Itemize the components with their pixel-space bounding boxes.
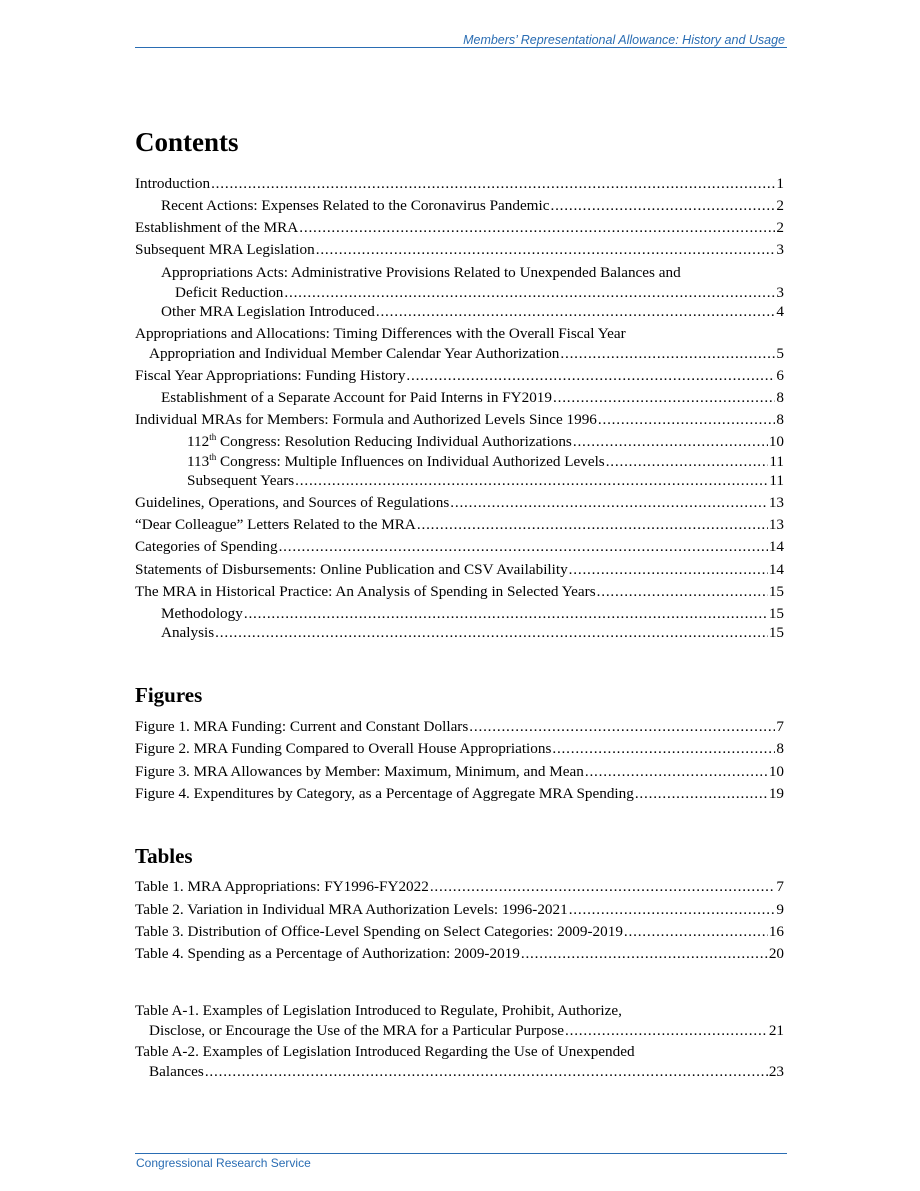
toc-entry-page: 13	[768, 494, 784, 511]
table-entry-label: Table 4. Spending as a Percentage of Authorization: 2009-2019	[135, 945, 520, 962]
toc-entry-label: Recent Actions: Expenses Related to the Coronavirus Pandemic	[161, 197, 550, 214]
dot-leader	[552, 739, 775, 759]
figure-entry-page: 7	[776, 718, 784, 735]
dot-leader	[573, 432, 768, 452]
dot-leader	[597, 582, 768, 602]
toc-entry-page: 8	[776, 411, 784, 428]
table-entry[interactable]	[135, 877, 784, 897]
dot-leader	[569, 900, 776, 920]
toc-entry-page: 14	[768, 561, 784, 578]
ordinal-suffix: th	[209, 431, 217, 442]
toc-entry[interactable]	[135, 324, 784, 363]
table-entry[interactable]	[135, 1001, 784, 1040]
toc-entry[interactable]	[135, 263, 784, 302]
toc-entry-page: 11	[769, 472, 784, 489]
table-entry-label-line1: Table A-2. Examples of Legislation Introduced Regarding the Use of Unexpended	[135, 1043, 635, 1060]
toc-entry-page: 2	[776, 197, 784, 214]
figures-heading: Figures	[135, 683, 203, 707]
toc-entry[interactable]	[135, 410, 784, 430]
toc-entry-page: 4	[776, 303, 784, 320]
toc-entry-label: Methodology	[161, 605, 243, 622]
toc-entry[interactable]	[135, 366, 784, 386]
dot-leader	[450, 493, 768, 513]
toc-entry-page: 14	[768, 538, 784, 555]
toc-entry[interactable]	[135, 302, 784, 322]
toc-entry-page: 15	[768, 583, 784, 600]
toc-entry-page: 6	[776, 367, 784, 384]
dot-leader	[598, 410, 776, 430]
figure-entry-label: Figure 2. MRA Funding Compared to Overall House Appropriations	[135, 740, 552, 757]
toc-entry-page: 3	[776, 241, 784, 258]
dot-leader	[215, 623, 768, 643]
table-entry-page: 20	[768, 945, 784, 962]
dot-leader	[550, 196, 775, 216]
toc-entry-label	[187, 432, 572, 452]
table-entry-page: 21	[768, 1021, 784, 1039]
toc-entry-page: 3	[776, 283, 784, 301]
dot-leader	[565, 1021, 768, 1041]
dot-leader	[205, 1062, 768, 1082]
toc-entry[interactable]	[135, 388, 784, 408]
dot-leader	[417, 515, 768, 535]
toc-entry[interactable]	[135, 604, 784, 624]
toc-entry[interactable]	[135, 218, 784, 238]
toc-entry-page: 11	[769, 453, 784, 470]
table-entry-page: 16	[768, 923, 784, 940]
figure-entry-label: Figure 3. MRA Allowances by Member: Maximum, Minimum, and Mean	[135, 763, 584, 780]
table-entry-page: 23	[768, 1062, 784, 1080]
toc-entry-label: The MRA in Historical Practice: An Analysis of Spending in Selected Years	[135, 583, 596, 600]
dot-leader	[406, 366, 775, 386]
dot-leader	[244, 604, 768, 624]
dot-leader	[279, 537, 768, 557]
tables-heading: Tables	[135, 844, 193, 868]
dot-leader	[624, 922, 768, 942]
figure-entry[interactable]	[135, 739, 784, 759]
dot-leader	[606, 452, 769, 472]
toc-entry-label: Establishment of a Separate Account for Paid Interns in FY2019	[161, 389, 552, 406]
dot-leader	[521, 944, 768, 964]
toc-entry-label: Statements of Disbursements: Online Publication and CSV Availability	[135, 561, 568, 578]
toc-entry[interactable]	[135, 432, 784, 452]
header-rule	[135, 47, 787, 48]
contents-heading: Contents	[135, 127, 239, 157]
toc-entry-label: Introduction	[135, 175, 211, 192]
toc-entry-label: Subsequent Years	[187, 472, 295, 489]
figure-entry-page: 8	[776, 740, 784, 757]
dot-leader	[585, 762, 768, 782]
toc-entry-page: 15	[768, 624, 784, 641]
toc-entry-text: Congress: Resolution Reducing Individual Authorizations	[216, 433, 572, 450]
toc-entry[interactable]	[135, 582, 784, 602]
dot-leader	[635, 784, 768, 804]
toc-entry-page: 10	[768, 433, 784, 450]
toc-entry-label: Other MRA Legislation Introduced	[161, 303, 375, 320]
figure-entry-label: Figure 1. MRA Funding: Current and Constant Dollars	[135, 718, 469, 735]
toc-entry[interactable]	[135, 493, 784, 513]
footer-org: Congressional Research Service	[136, 1156, 311, 1170]
dot-leader	[211, 174, 775, 194]
toc-entry-page: 2	[776, 219, 784, 236]
figure-entry[interactable]	[135, 762, 784, 782]
table-entry-label: Balances	[149, 1062, 204, 1080]
toc-entry-label: Appropriation and Individual Member Calendar Year Authorization	[149, 344, 560, 362]
ordinal-suffix: th	[209, 451, 217, 462]
dot-leader	[560, 344, 775, 364]
figure-entry-label: Figure 4. Expenditures by Category, as a Percentage of Aggregate MRA Spending	[135, 785, 634, 802]
toc-entry-label: Fiscal Year Appropriations: Funding History	[135, 367, 406, 384]
toc-entry-label: Deficit Reduction	[175, 283, 284, 301]
toc-entry-label-line1: Appropriations and Allocations: Timing Differences with the Overall Fiscal Year	[135, 325, 626, 342]
footer-rule	[135, 1153, 787, 1154]
dot-leader	[376, 302, 776, 322]
toc-entry-label: Individual MRAs for Members: Formula and Authorized Levels Since 1996	[135, 411, 597, 428]
dot-leader	[316, 240, 776, 260]
toc-entry[interactable]	[135, 240, 784, 260]
toc-entry[interactable]	[135, 452, 784, 472]
toc-entry-label: Categories of Spending	[135, 538, 278, 555]
dot-leader	[295, 471, 768, 491]
toc-entry[interactable]	[135, 623, 784, 643]
dot-leader	[469, 717, 775, 737]
toc-entry-page: 15	[768, 605, 784, 622]
ordinal: 112	[187, 433, 210, 450]
toc-entry[interactable]	[135, 174, 784, 194]
toc-entry[interactable]	[135, 471, 784, 491]
table-entry-label: Table 3. Distribution of Office-Level Spending on Select Categories: 2009-2019	[135, 923, 623, 940]
table-entry-page: 9	[776, 901, 784, 918]
toc-entry-page: 13	[768, 516, 784, 533]
table-entry-label: Disclose, or Encourage the Use of the MRA for a Particular Purpose	[149, 1021, 565, 1039]
table-entry[interactable]	[135, 922, 784, 942]
table-entry[interactable]	[135, 944, 784, 964]
toc-entry[interactable]	[135, 537, 784, 557]
dot-leader	[284, 283, 775, 303]
toc-entry[interactable]	[135, 515, 784, 535]
toc-entry-label: Subsequent MRA Legislation	[135, 241, 315, 258]
toc-entry[interactable]	[135, 196, 784, 216]
toc-entry-label: Guidelines, Operations, and Sources of Regulations	[135, 494, 450, 511]
figure-entry-page: 10	[768, 763, 784, 780]
toc-entry-text: Congress: Multiple Influences on Individual Authorized Levels	[216, 453, 605, 470]
toc-entry-page: 1	[776, 175, 784, 192]
toc-entry[interactable]	[135, 560, 784, 580]
toc-entry-label	[187, 452, 605, 472]
toc-entry-label: “Dear Colleague” Letters Related to the MRA	[135, 516, 416, 533]
toc-entry-label-line1: Appropriations Acts: Administrative Provisions Related to Unexpended Balances and	[161, 264, 681, 281]
table-entry-label-line1: Table A-1. Examples of Legislation Introduced to Regulate, Prohibit, Authorize,	[135, 1002, 622, 1019]
table-entry-label: Table 1. MRA Appropriations: FY1996-FY2022	[135, 878, 429, 895]
table-entry[interactable]	[135, 1042, 784, 1081]
toc-entry-label: Analysis	[161, 624, 215, 641]
figure-entry[interactable]	[135, 784, 784, 804]
running-header: Members’ Representational Allowance: History and Usage	[463, 33, 785, 47]
table-entry-label: Table 2. Variation in Individual MRA Authorization Levels: 1996-2021	[135, 901, 568, 918]
dot-leader	[569, 560, 768, 580]
dot-leader	[430, 877, 776, 897]
ordinal: 113	[187, 453, 210, 470]
dot-leader	[299, 218, 775, 238]
table-entry-page: 7	[776, 878, 784, 895]
figure-entry-page: 19	[768, 785, 784, 802]
toc-entry-page: 5	[776, 344, 784, 362]
table-entry[interactable]	[135, 900, 784, 920]
figure-entry[interactable]	[135, 717, 784, 737]
toc-entry-page: 8	[776, 389, 784, 406]
dot-leader	[553, 388, 775, 408]
toc-entry-label: Establishment of the MRA	[135, 219, 299, 236]
